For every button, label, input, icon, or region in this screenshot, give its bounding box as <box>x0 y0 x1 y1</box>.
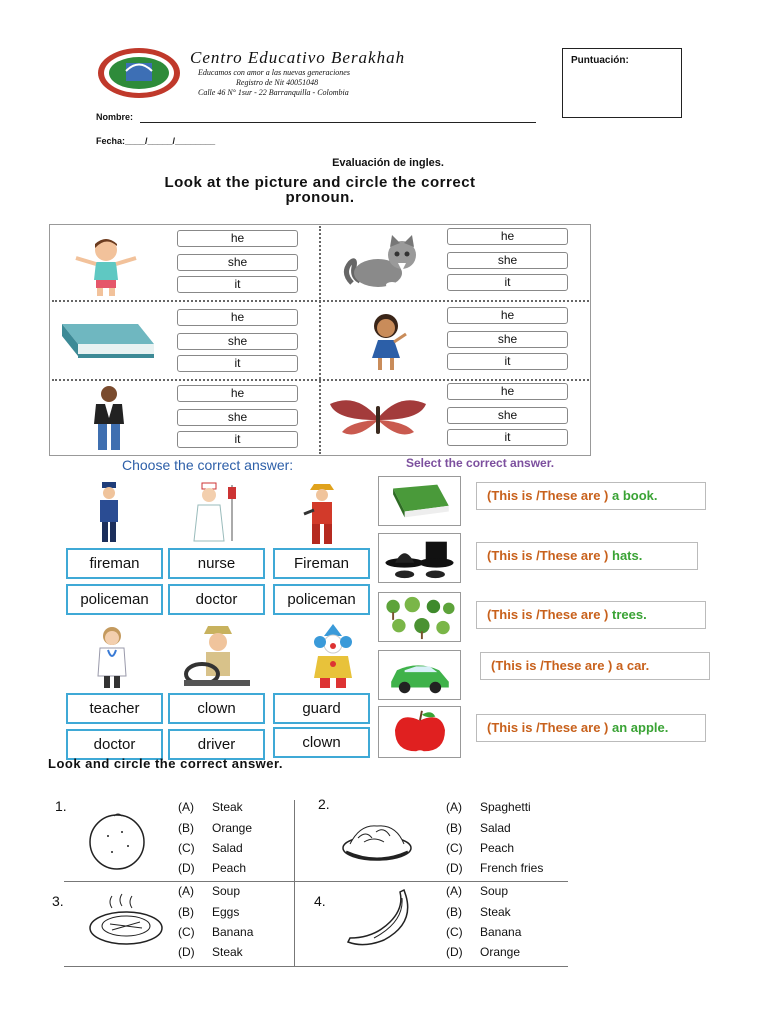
question-number: 1. <box>55 798 67 814</box>
option-letter: (A) <box>446 800 462 814</box>
doctor-image <box>94 624 130 690</box>
option-letter: (D) <box>446 945 463 959</box>
occupation-option-doctor[interactable]: doctor <box>168 584 265 615</box>
option-text: Orange <box>480 945 521 959</box>
this-these-choice[interactable]: (This is /These are ) <box>487 548 609 563</box>
occupation-option-doctor[interactable]: doctor <box>66 729 163 760</box>
this-these-sentence-1 <box>476 482 706 510</box>
option-text: Salad <box>480 821 511 835</box>
school-logo <box>96 46 182 100</box>
name-line[interactable] <box>140 122 536 123</box>
option-letter: (B) <box>446 821 462 835</box>
score-label: Puntuación: <box>571 55 629 66</box>
firefighter-image <box>300 480 348 548</box>
man-image <box>86 384 132 452</box>
this-these-noun: trees. <box>612 607 647 622</box>
police-officer-image <box>96 480 122 544</box>
pronoun-instruction-line2: pronoun. <box>285 189 355 206</box>
question-number: 3. <box>52 893 64 909</box>
this-these-choice[interactable]: (This is /These are ) <box>487 488 609 503</box>
option-letter: (D) <box>446 861 463 875</box>
this-these-choice[interactable]: (This is /These are ) <box>487 607 609 622</box>
option-letter: (A) <box>178 800 194 814</box>
option-letter: (C) <box>446 841 463 855</box>
steak-image <box>86 892 166 948</box>
pronoun-option-book-it[interactable]: it <box>177 355 298 372</box>
option-letter: (C) <box>178 925 195 939</box>
food-option[interactable] <box>178 884 240 898</box>
driver-image <box>182 622 252 688</box>
food-option[interactable] <box>178 821 252 835</box>
grid-divider <box>52 379 589 381</box>
food-option[interactable] <box>178 800 243 814</box>
option-text: Soup <box>212 884 241 898</box>
this-these-sentence-3 <box>476 601 706 629</box>
pronoun-option-girl-it[interactable]: it <box>447 353 568 370</box>
occupation-option-driver[interactable]: driver <box>168 729 265 760</box>
school-name: Centro Educativo Berakhah <box>190 48 406 67</box>
option-letter: (B) <box>178 821 194 835</box>
food-option[interactable] <box>178 861 246 875</box>
food-option[interactable] <box>446 821 511 835</box>
pronoun-option-book-she[interactable]: she <box>177 333 298 350</box>
butterfly-image <box>326 396 430 442</box>
hats-thumbnail <box>378 533 461 583</box>
this-these-sentence-4 <box>480 652 710 680</box>
option-text: Orange <box>212 821 253 835</box>
option-text: Steak <box>212 800 243 814</box>
this-these-choice[interactable]: (This is /These are ) <box>487 720 609 735</box>
cat-image <box>342 233 424 291</box>
foods-bottom-line <box>64 966 568 967</box>
pronoun-option-boy-it[interactable]: it <box>177 276 298 293</box>
food-option[interactable] <box>446 800 531 814</box>
pronoun-option-butterfly-he[interactable]: he <box>447 383 568 400</box>
trees-thumbnail <box>378 592 461 642</box>
food-option[interactable] <box>446 861 543 875</box>
girl-image <box>360 312 416 374</box>
option-text: Salad <box>212 841 243 855</box>
option-letter: (D) <box>178 945 195 959</box>
food-option[interactable] <box>446 884 508 898</box>
pronoun-option-cat-she[interactable]: she <box>447 252 568 269</box>
option-letter: (C) <box>446 925 463 939</box>
foods-instruction: Look and circle the correct answer. <box>48 756 283 771</box>
book-image <box>58 316 158 366</box>
pronoun-option-cat-it[interactable]: it <box>447 274 568 291</box>
salad-image <box>340 818 414 864</box>
option-text: Steak <box>480 905 511 919</box>
pronoun-option-man-she[interactable]: she <box>177 409 298 426</box>
occupation-option-teacher[interactable]: teacher <box>66 693 163 724</box>
grid-divider <box>52 300 589 302</box>
date-label: Fecha:____/_____/________ <box>96 136 216 146</box>
evaluation-title: Evaluación de ingles. <box>332 157 444 169</box>
food-option[interactable] <box>446 905 511 919</box>
pronoun-option-butterfly-she[interactable]: she <box>447 407 568 424</box>
pronoun-option-book-he[interactable]: he <box>177 309 298 326</box>
occupation-option-guard[interactable]: guard <box>273 693 370 724</box>
pronoun-option-cat-he[interactable]: he <box>447 228 568 245</box>
option-text: Peach <box>212 861 247 875</box>
pronoun-option-butterfly-it[interactable]: it <box>447 429 568 446</box>
option-letter: (C) <box>178 841 195 855</box>
occupation-option-clown[interactable]: clown <box>273 727 370 758</box>
foods-vdivider <box>294 800 295 966</box>
this-these-choice[interactable]: (This is /These are ) <box>491 658 613 673</box>
option-letter: (A) <box>446 884 462 898</box>
food-option[interactable] <box>446 945 520 959</box>
option-letter: (B) <box>178 905 194 919</box>
pronoun-instruction-line1: Look at the picture and circle the correct <box>164 174 476 191</box>
food-option[interactable] <box>446 925 521 939</box>
pronoun-option-man-it[interactable]: it <box>177 431 298 448</box>
food-option[interactable] <box>446 841 514 855</box>
this-these-sentence-5 <box>476 714 706 742</box>
apple-thumbnail <box>378 706 461 758</box>
food-option[interactable] <box>178 905 239 919</box>
banana-image <box>344 888 416 950</box>
option-letter: (B) <box>446 905 462 919</box>
pronoun-option-girl-he[interactable]: he <box>447 307 568 324</box>
pronoun-option-girl-she[interactable]: she <box>447 331 568 348</box>
occupation-option-clown[interactable]: clown <box>168 693 265 724</box>
food-option[interactable] <box>178 841 243 855</box>
option-text: Spaghetti <box>480 800 531 814</box>
question-number: 2. <box>318 796 330 812</box>
this-these-noun: a book. <box>612 488 658 503</box>
occupation-option-nurse[interactable]: nurse <box>168 548 265 579</box>
option-text: Peach <box>480 841 515 855</box>
option-text: Eggs <box>212 905 240 919</box>
school-address: Calle 46 N° 1sur - 22 Barranquilla - Colombia <box>198 88 349 97</box>
option-text: French fries <box>480 861 544 875</box>
grid-divider <box>319 226 321 454</box>
option-text: Soup <box>480 884 509 898</box>
this-these-noun: an apple. <box>612 720 669 735</box>
car-thumbnail <box>378 650 461 700</box>
occupations-title: Choose the correct answer: <box>122 457 294 473</box>
food-option[interactable] <box>178 945 243 959</box>
pronoun-option-man-he[interactable]: he <box>177 385 298 402</box>
pronoun-option-boy-she[interactable]: she <box>177 254 298 271</box>
question-number: 4. <box>314 893 326 909</box>
name-label: Nombre: <box>96 112 134 122</box>
school-tagline: Educamos con amor a las nuevas generaciones <box>198 68 350 77</box>
occupation-option-fireman[interactable]: Fireman <box>273 548 370 579</box>
this-these-title: Select the correct answer. <box>406 456 555 470</box>
school-registry: Registro de Nit 40051048 <box>236 78 319 87</box>
option-letter: (A) <box>178 884 194 898</box>
option-text: Steak <box>212 945 243 959</box>
boy-image <box>70 236 142 298</box>
nurse-image <box>192 481 240 547</box>
option-text: Banana <box>480 925 522 939</box>
food-option[interactable] <box>178 925 253 939</box>
foods-hdivider <box>64 881 568 882</box>
orange-image <box>82 810 152 872</box>
this-these-noun: a car. <box>616 658 650 673</box>
option-letter: (D) <box>178 861 195 875</box>
clown-image <box>306 624 360 690</box>
this-these-sentence-2 <box>476 542 698 570</box>
pronoun-option-boy-he[interactable]: he <box>177 230 298 247</box>
occupation-option-policeman[interactable]: policeman <box>66 584 163 615</box>
this-these-noun: hats. <box>612 548 643 563</box>
option-text: Banana <box>212 925 254 939</box>
book-thumbnail <box>378 476 461 526</box>
occupation-option-policeman[interactable]: policeman <box>273 584 370 615</box>
occupation-option-fireman[interactable]: fireman <box>66 548 163 579</box>
